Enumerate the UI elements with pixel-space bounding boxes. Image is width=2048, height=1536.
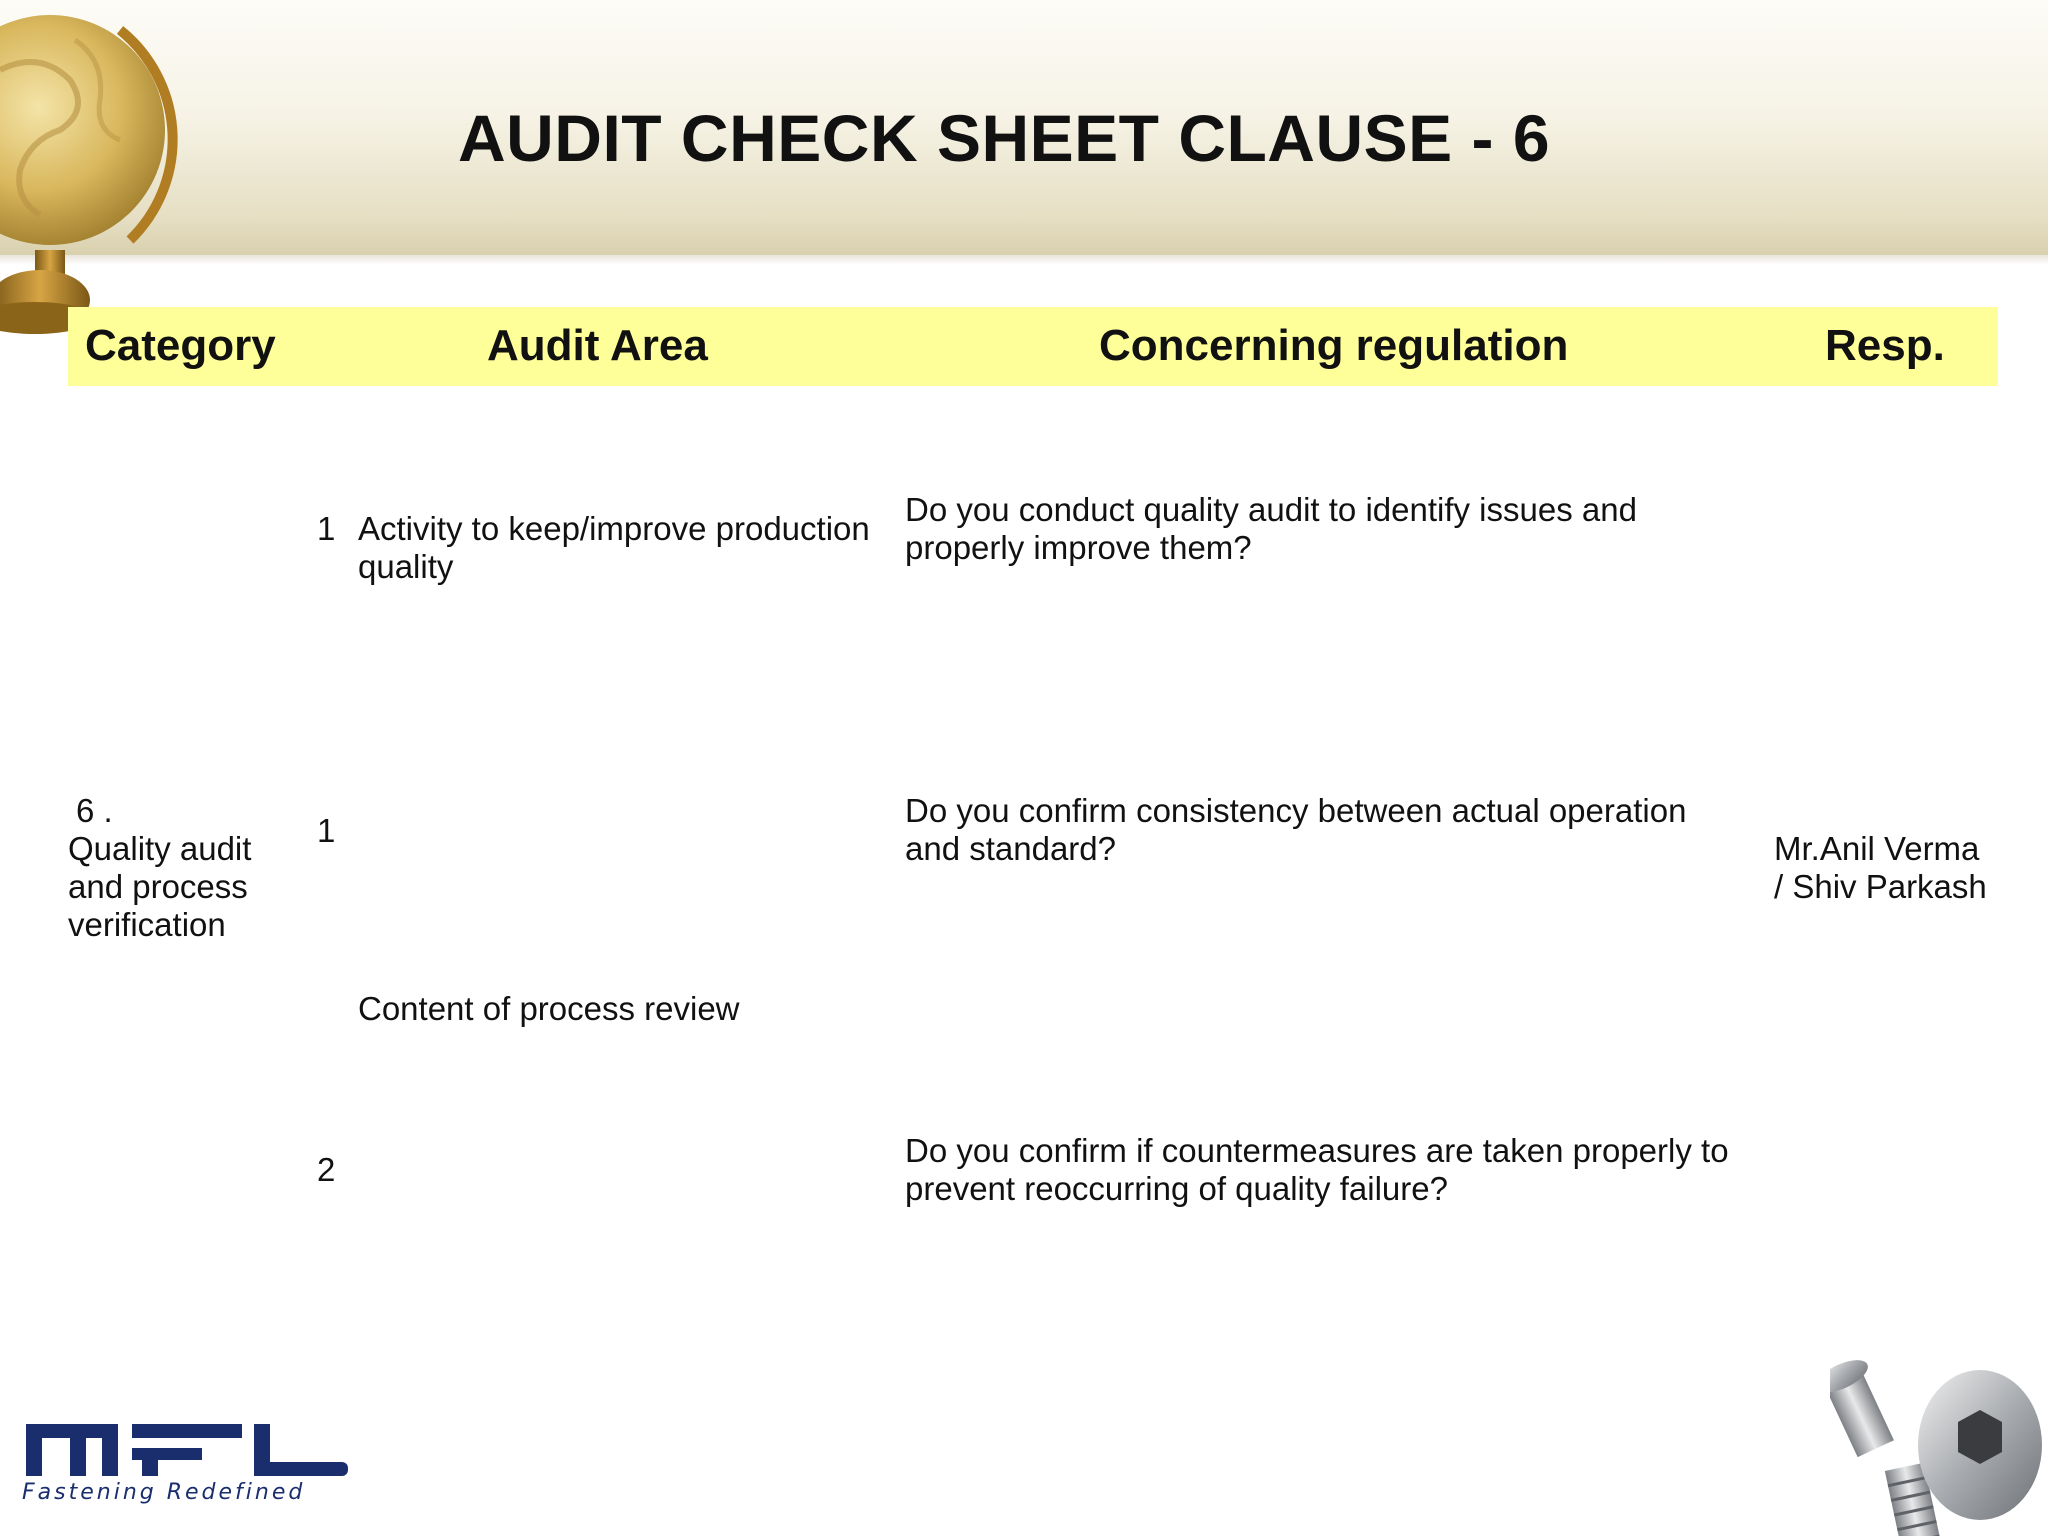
row-1-number: 1 bbox=[317, 510, 336, 547]
row-3-regulation bbox=[905, 1132, 1729, 1208]
logo-tagline: Fastening Redefined bbox=[22, 1480, 306, 1505]
row-1-audit-area bbox=[358, 510, 870, 586]
category-line: and process bbox=[68, 868, 248, 905]
row-2-regulation bbox=[905, 792, 1686, 868]
header-shadow bbox=[0, 255, 2048, 265]
row-3-number: 2 bbox=[317, 1151, 336, 1188]
resp-cell bbox=[1774, 830, 1987, 906]
header-concerning-regulation: Concerning regulation bbox=[1099, 321, 1569, 370]
page-title: AUDIT CHECK SHEET CLAUSE - 6 bbox=[457, 101, 1551, 175]
regulation-line: and standard? bbox=[905, 830, 1117, 867]
table-header-row bbox=[68, 307, 1998, 386]
audit-area-line: quality bbox=[358, 548, 454, 585]
bolts-image bbox=[1830, 1340, 2048, 1536]
audit-area-line: Activity to keep/improve production bbox=[358, 510, 870, 547]
category-line: verification bbox=[68, 906, 226, 943]
regulation-line: Do you conduct quality audit to identify issues and bbox=[905, 491, 1637, 528]
regulation-line: prevent reoccurring of quality failure? bbox=[905, 1170, 1448, 1207]
category-number: 6 . bbox=[76, 792, 113, 829]
resp-line: Mr.Anil Verma bbox=[1774, 830, 1980, 867]
header-resp: Resp. bbox=[1825, 321, 1945, 370]
row-1-regulation bbox=[905, 491, 1637, 567]
category-cell bbox=[68, 792, 251, 944]
row-2-number: 1 bbox=[317, 812, 336, 849]
resp-line: / Shiv Parkash bbox=[1774, 868, 1987, 905]
process-review-audit-area: Content of process review bbox=[358, 990, 740, 1027]
regulation-line: Do you confirm consistency between actual operation bbox=[905, 792, 1687, 829]
header-category: Category bbox=[85, 321, 276, 370]
header-audit-area: Audit Area bbox=[487, 321, 708, 370]
regulation-line: properly improve them? bbox=[905, 529, 1252, 566]
regulation-line: Do you confirm if countermeasures are taken properly to bbox=[905, 1132, 1729, 1169]
category-line: Quality audit bbox=[68, 830, 252, 867]
